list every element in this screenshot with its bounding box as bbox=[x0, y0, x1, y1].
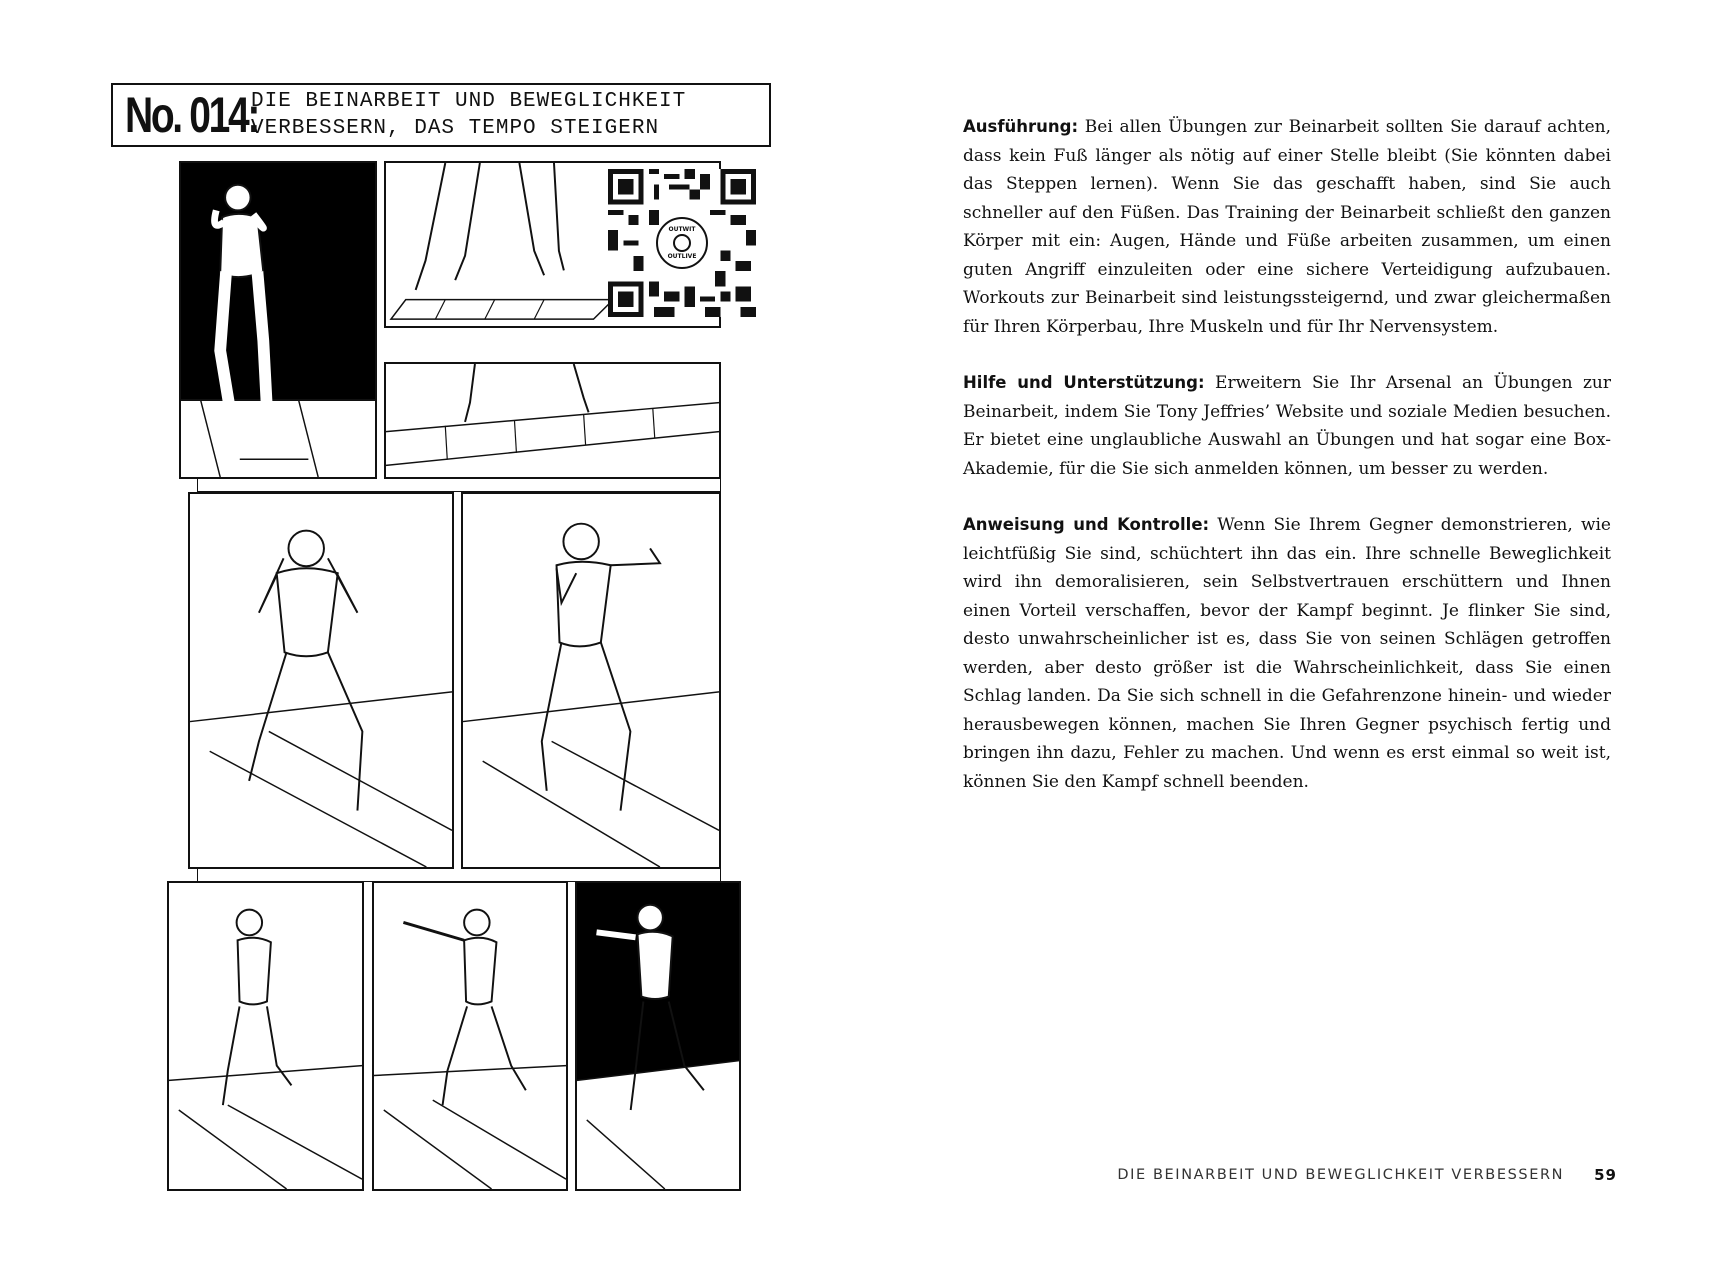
paragraph-control bbox=[963, 511, 1611, 796]
paragraph-help bbox=[963, 369, 1611, 483]
illustration-panel-boxer-guard-dark bbox=[179, 161, 377, 479]
qr-code[interactable] bbox=[608, 169, 756, 317]
panel-frame-connector bbox=[197, 868, 721, 882]
qr-badge-text-bottom: OUTLIVE bbox=[667, 253, 697, 260]
illustration-panel-boxer-stance-left bbox=[188, 492, 454, 869]
qr-badge-text-top: OUTWIT bbox=[668, 226, 696, 233]
page-number: 59 bbox=[1594, 1166, 1617, 1184]
exercise-title-line-2: VERBESSERN, DAS TEMPO STEIGERN bbox=[251, 117, 660, 140]
paragraph-control-lead: Anweisung und Kontrolle: bbox=[963, 515, 1210, 534]
paragraph-control-body: Wenn Sie Ihrem Gegner demonstrieren, wie leichtfüßig Sie sind, schüchtert ihn das ein. Ihre schnelle Beweglichkeit wird ihn demoralisieren, sein Selbstvertrauen erschüttern und Ihnen einen Vorteil verschaffen, bevor der Kampf beginnt. Je flinker Sie sind, desto unwahrscheinlicher ist es, dass Sie von seinen Schlägen getroffen werden, aber desto größer ist die Wahrscheinlichkeit, dass Sie einen Schlag landen. Da Sie sich schnell in die Gefahrenzone hinein- und wieder herausbewegen können, machen Sie Ihren Gegner psychisch fertig und bringen ihn dazu, Fehler zu machen. Und wenn es erst einmal so weit ist, können Sie den Kampf schnell beenden. bbox=[963, 515, 1611, 792]
paragraph-execution-body: Bei allen Übungen zur Beinarbeit sollten Sie darauf achten, dass kein Fuß länger als nötig auf einer Stelle bleibt (Sie könnten dabei das Steppen lernen). Wenn Sie das geschafft haben, sind Sie auch schneller auf den Füßen. Das Training der Beinarbeit schließt den ganzen Körper mit ein: Augen, Hände und Füße arbeiten zusammen, um einen guten Angriff einzuleiten oder eine sichere Verteidigung aufzubauen. Workouts zur Beinarbeit sind leistungssteigernd, und zwar gleichermaßen für Ihren Körperbau, Ihre Muskeln und für Ihr Nervensystem. bbox=[963, 117, 1611, 337]
illustration-panel-boxer-guard-dark-2 bbox=[575, 881, 741, 1191]
paragraph-execution-lead: Ausführung: bbox=[963, 117, 1079, 136]
paragraph-help-lead: Hilfe und Unterstützung: bbox=[963, 373, 1205, 392]
exercise-title-line-1: DIE BEINARBEIT UND BEWEGLICHKEIT bbox=[251, 90, 687, 113]
illustration-panel-boxer-stance-right bbox=[461, 492, 721, 869]
running-title: DIE BEINARBEIT UND BEWEGLICHKEIT VERBESSERN bbox=[1117, 1167, 1565, 1183]
exercise-title-box bbox=[111, 83, 771, 147]
page-footer bbox=[1117, 1166, 1617, 1184]
panel-frame-connector bbox=[197, 478, 721, 492]
qr-logo-badge bbox=[656, 217, 708, 269]
paragraph-help-body: Erweitern Sie Ihr Arsenal an Übungen zur Beinarbeit, indem Sie Tony Jeffries’ Website und soziale Medien besuchen. Er bietet eine unglaubliche Auswahl an Übungen und hat sogar eine Box-Akademie, für die Sie sich anmelden können, um besser zu werden. bbox=[963, 373, 1612, 479]
illustration-panel-ladder-steps bbox=[384, 362, 721, 479]
illustration-panel-boxer-jab bbox=[372, 881, 568, 1191]
target-icon bbox=[673, 234, 691, 252]
exercise-title bbox=[251, 88, 686, 142]
exercise-number: No. 014: bbox=[125, 87, 259, 143]
paragraph-execution bbox=[963, 113, 1611, 341]
body-text-column bbox=[963, 113, 1611, 824]
illustration-panel-boxer-footwork-1 bbox=[167, 881, 364, 1191]
